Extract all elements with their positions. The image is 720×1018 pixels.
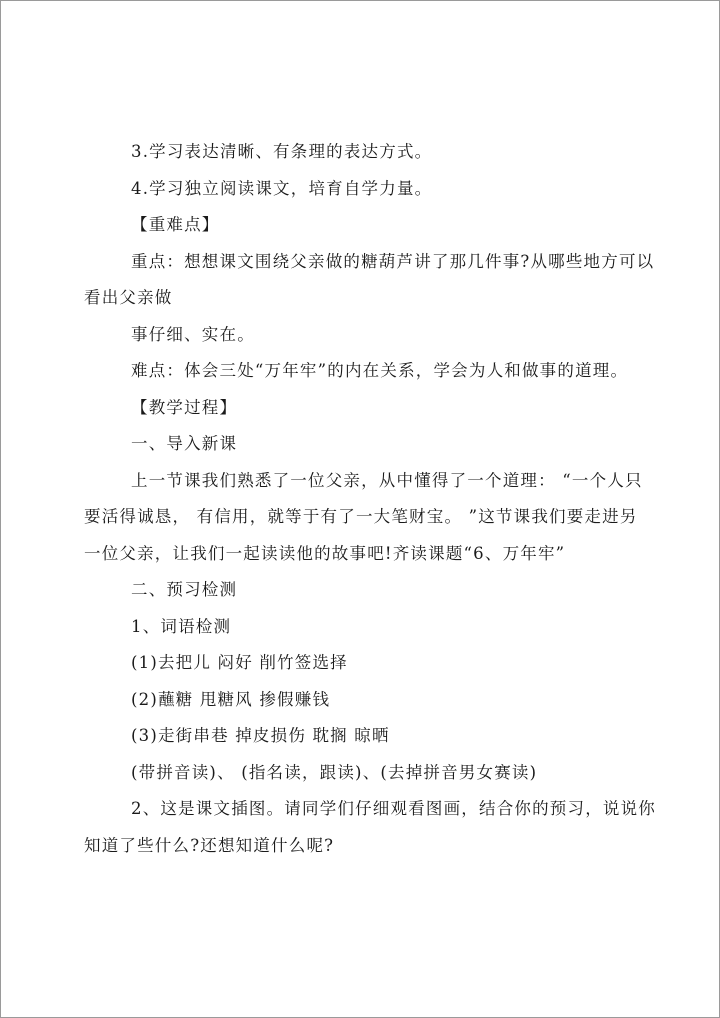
key-point-line-3: 事仔细、实在。 (131, 324, 255, 344)
objective-3: 3.学习表达清晰、有条理的表达方式。 (131, 142, 433, 161)
objective-4: 4.学习独立阅读课文，培育自学力量。 (131, 178, 433, 198)
illustration-prompt-line-2: 知道了些什么?还想知道什么呢? (84, 835, 335, 855)
reading-methods: (带拼音读)、 (指名读，跟读)、(去掉拼音男女赛读) (131, 762, 538, 782)
intro-paragraph-line-2: 要活得诚恳， 有信用，就等于有了一大笔财宝。 ”这节课我们要走进另 (84, 507, 638, 526)
difficulty-point: 难点：体会三处“万年牢”的内在关系，学会为人和做事的道理。 (131, 361, 629, 380)
key-point-line-2: 看出父亲做 (84, 288, 173, 307)
vocab-check-heading: 1、词语检测 (131, 616, 232, 636)
section-heading-key-points: 【重难点】 (131, 215, 220, 234)
document-body (84, 134, 656, 864)
step-2-heading: 二、预习检测 (131, 580, 238, 599)
vocab-group-2: (2)蘸糖 甩糖风 掺假赚钱 (131, 689, 331, 709)
intro-paragraph-line-1: 上一节课我们熟悉了一位父亲，从中懂得了一个道理： “一个人只 (131, 470, 643, 490)
illustration-prompt-line-1: 2、这是课文插图。请同学们仔细观看图画，结合你的预习，说说你 (131, 799, 656, 818)
vocab-group-1: (1)去把儿 闷好 削竹签选择 (131, 653, 348, 672)
intro-paragraph-line-3: 一位父亲，让我们一起读读他的故事吧!齐读课题“6、万年牢” (84, 543, 566, 563)
vocab-group-3: (3)走街串巷 掉皮损伤 耽搁 晾晒 (131, 726, 390, 745)
step-1-heading: 一、导入新课 (131, 434, 238, 453)
key-point-line-1: 重点：想想课文围绕父亲做的糖葫芦讲了那几件事?从哪些地方可以 (131, 251, 655, 271)
section-heading-teaching-process: 【教学过程】 (131, 397, 238, 417)
